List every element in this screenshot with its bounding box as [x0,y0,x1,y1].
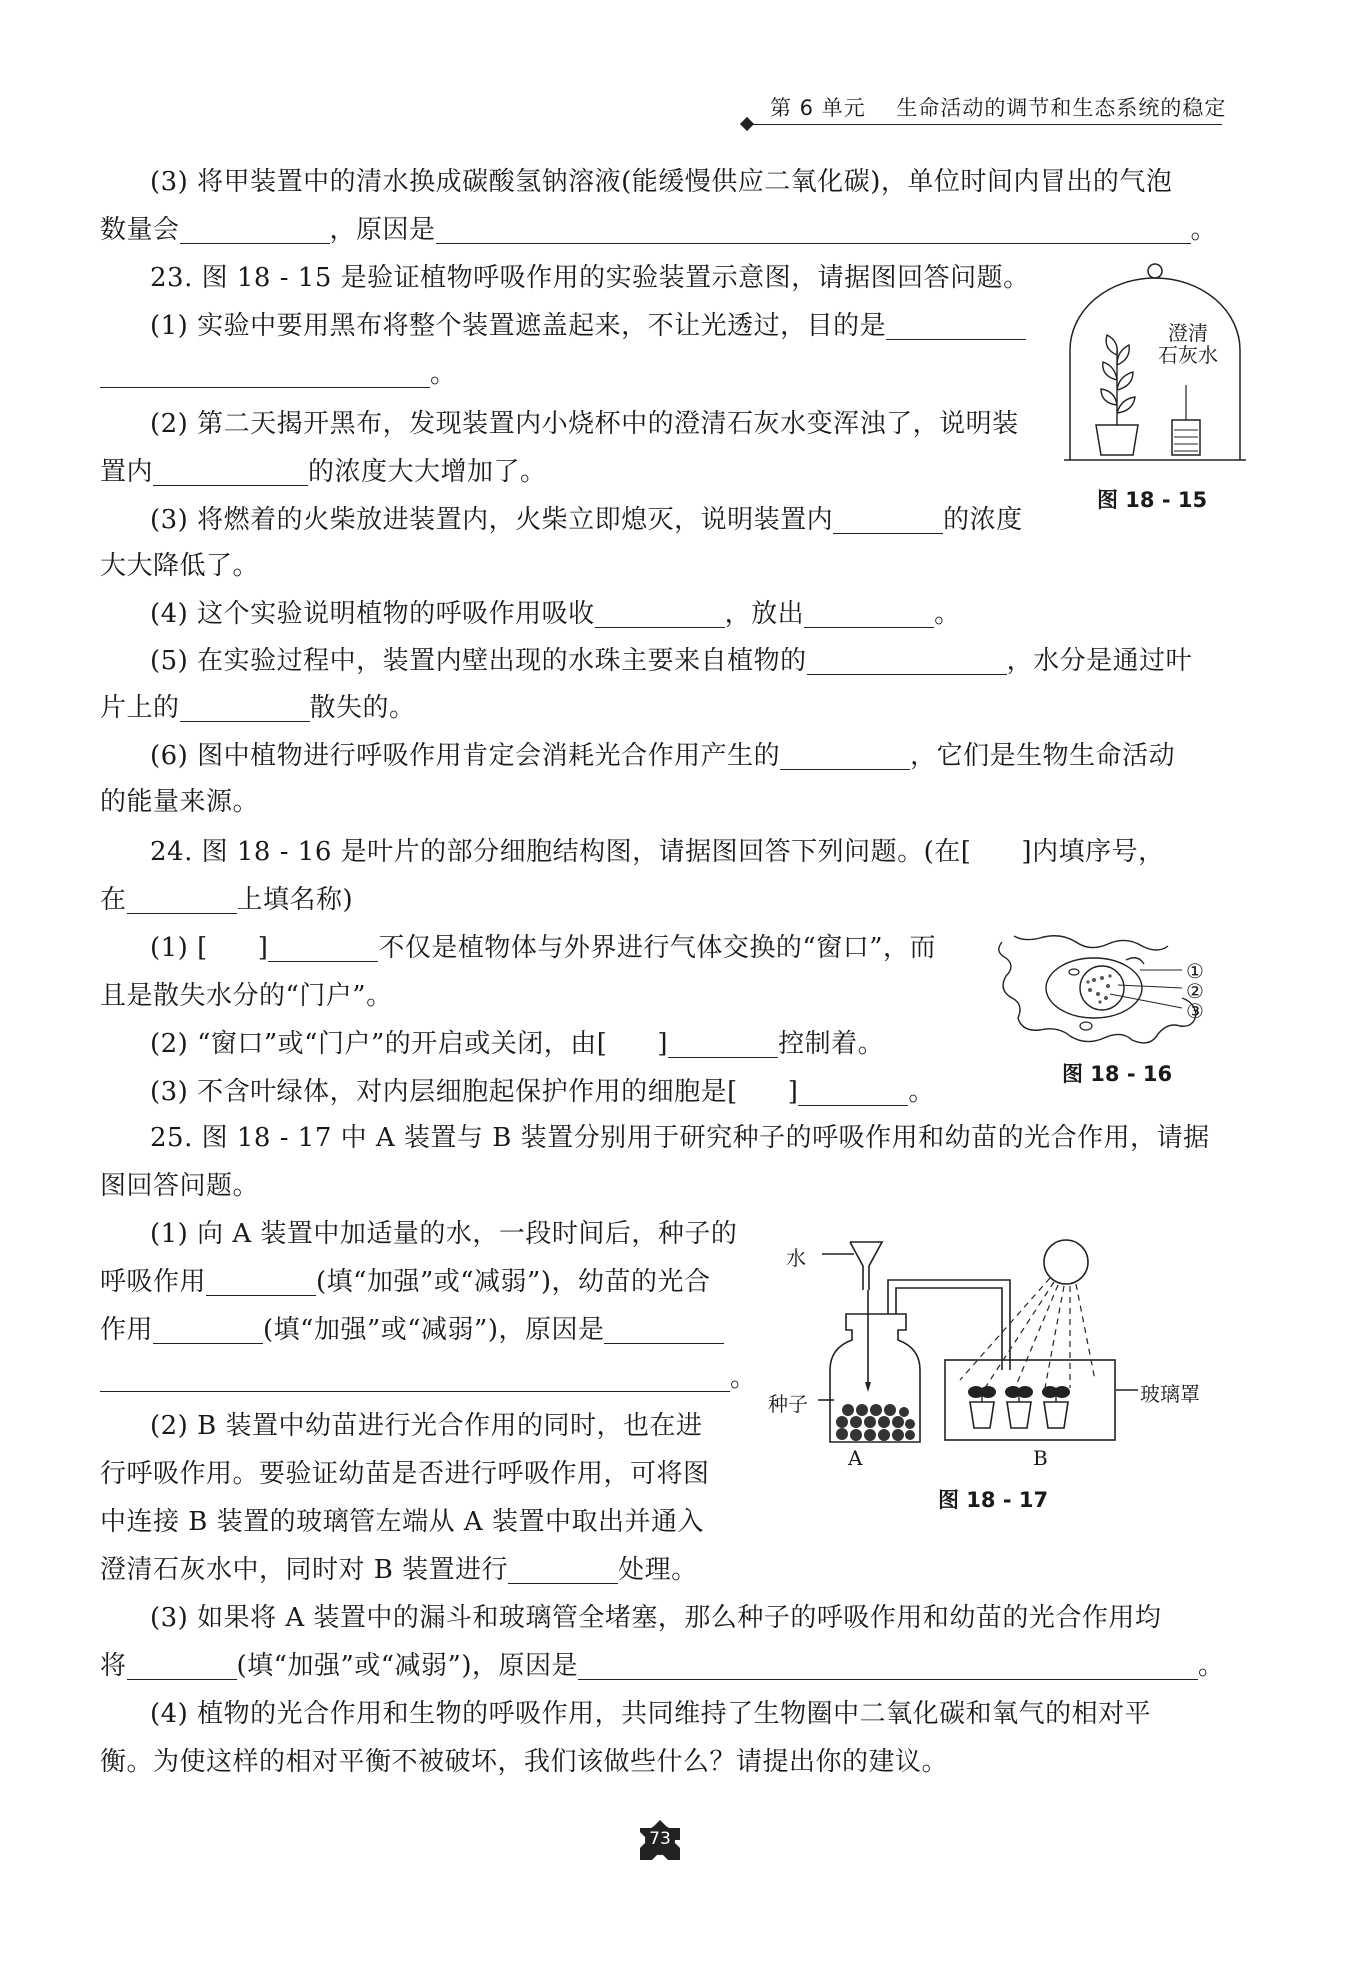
text-line: (3) 将燃着的火柴放进装置内，火柴立即熄灭，说明装置内 的浓度 [150,505,1023,535]
question-24: 24. 图 18 - 16 是叶片的部分细胞结构图，请据图回答下列问题。(在[ ]内填序号， [150,837,1165,867]
text-line: (2) “窗口”或“门户”的开启或关闭，由[ ] 控制着。 [150,1029,885,1059]
text-line: 行呼吸作用。要验证幼苗是否进行呼吸作用，可将图 [100,1459,710,1489]
text-line: 呼吸作用 (填“加强”或“减弱”)，幼苗的光合 [100,1267,711,1297]
text-line: 作用 (填“加强”或“减弱”)，原因是 [100,1314,724,1346]
figure-18-17 [770,1230,1190,1450]
text-line: (3) 将甲装置中的清水换成碳酸氢钠溶液(能缓慢供应二氧化碳)，单位时间内冒出的气泡 [150,167,1173,197]
text-line: (1) [ ] 不仅是植物体与外界进行气体交换的“窗口”，而 [150,933,936,963]
text-line: (1) 实验中要用黑布将整个装置遮盖起来，不让光透过，目的是 [150,310,1026,342]
text-line: 图回答问题。 [100,1171,260,1201]
text-line: (3) 不含叶绿体，对内层细胞起保护作用的细胞是[ ] 。 [150,1077,935,1107]
figure-18-17-label-b: B [1033,1446,1048,1470]
figure-18-17-water-label: 水 [786,1246,806,1270]
text-line: (2) B 装置中幼苗进行光合作用的同时，也在进 [150,1411,703,1441]
text-line: 数量会 ，原因是 。 [100,215,1218,245]
text-line: 澄清石灰水中，同时对 B 装置进行 处理。 [100,1555,698,1585]
text-line: (4) 植物的光合作用和生物的呼吸作用，共同维持了生物圈中二氧化碳和氧气的相对平 [150,1699,1152,1729]
figure-18-16-marker-3: ③ [1186,999,1204,1023]
text-line: 衡。为使这样的相对平衡不被破坏，我们该做些什么？请提出你的建议。 [100,1747,949,1777]
running-header [770,92,1226,122]
text-line: 。 [100,1362,757,1394]
text-line: (4) 这个实验说明植物的呼吸作用吸收 ，放出 。 [150,599,961,629]
question-23: 23. 图 18 - 15 是验证植物呼吸作用的实验装置示意图，请据图回答问题。 [150,263,1030,293]
figure-18-16-caption: 图 18 - 16 [1062,1062,1173,1086]
text-line: 片上的 散失的。 [100,693,416,723]
header-title: 生命活动的调节和生态系统的稳定 [896,96,1227,120]
text-line: (6) 图中植物进行呼吸作用肯定会消耗光合作用产生的 ，它们是生物生命活动 [150,741,1176,771]
figure-18-17-seed-label: 种子 [768,1392,808,1416]
figure-18-16-marker-1: ① [1186,959,1204,983]
figure-18-17-cover-label: 玻璃罩 [1140,1382,1200,1406]
question-25: 25. 图 18 - 17 中 A 装置与 B 装置分别用于研究种子的呼吸作用和幼苗的光合作用，请据 [150,1123,1210,1153]
figure-18-15 [1060,255,1250,470]
header-unit: 第 6 单元 [770,96,866,120]
text-line: 且是散失水分的“门户”。 [100,981,393,1011]
figure-18-16 [990,930,1210,1055]
text-line: (2) 第二天揭开黑布，发现装置内小烧杯中的澄清石灰水变浑浊了，说明装 [150,409,1019,439]
figure-18-15-lime-label-2: 石灰水 [1158,343,1218,367]
text-line: (5) 在实验过程中，装置内壁出现的水珠主要来自植物的 ，水分是通过叶 [150,646,1193,676]
text-line: 的能量来源。 [100,787,260,817]
text-line: 将 (填“加强”或“减弱”)，原因是 。 [100,1651,1225,1681]
figure-18-15-lime-label-1: 澄清 [1168,321,1208,345]
figure-18-17-label-a: A [848,1446,863,1470]
figure-18-15-caption: 图 18 - 15 [1097,488,1208,512]
header-rule [748,124,1222,125]
text-line: 大大降低了。 [100,551,260,581]
text-line: 在 上填名称) [100,885,354,915]
text-line: 中连接 B 装置的玻璃管左端从 A 装置中取出并通入 [100,1507,704,1537]
text-line: (3) 如果将 A 装置中的漏斗和玻璃管全堵塞，那么种子的呼吸作用和幼苗的光合作用均 [150,1603,1162,1633]
figure-18-17-caption: 图 18 - 17 [938,1488,1049,1512]
text-line: (1) 向 A 装置中加适量的水，一段时间后，种子的 [150,1219,738,1249]
text-line: 置内 的浓度大大增加了。 [100,457,547,487]
page-number: 73 [649,1829,671,1849]
figure-18-16-marker-2: ② [1186,979,1204,1003]
text-line: 。 [100,358,457,390]
